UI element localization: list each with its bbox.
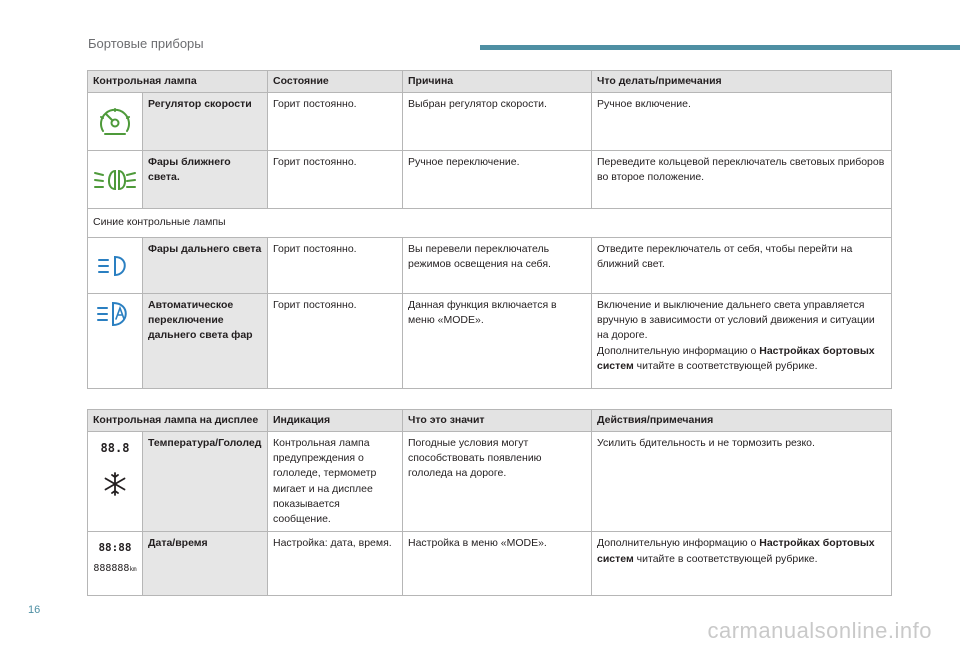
header-accent-bar bbox=[480, 45, 960, 50]
lamp-meaning: Настройка в меню «MODE». bbox=[403, 532, 592, 596]
auto-high-beam-icon bbox=[88, 294, 143, 389]
page-number: 16 bbox=[28, 604, 41, 616]
odometer-unit: km bbox=[129, 566, 137, 574]
table-header-row bbox=[88, 71, 892, 93]
lamp-state: Горит постоянно. bbox=[268, 294, 403, 389]
odometer-readout bbox=[90, 562, 140, 577]
lamp-name: Регулятор скорости bbox=[143, 93, 268, 151]
watermark: carmanualsonline.info bbox=[707, 618, 932, 643]
lamp-state: Горит постоянно. bbox=[268, 93, 403, 151]
action-ref-prefix: Дополнительную информацию о bbox=[597, 537, 760, 550]
action-reference bbox=[597, 344, 886, 374]
lamp-state: Горит постоянно. bbox=[268, 238, 403, 294]
high-beam-icon bbox=[88, 238, 143, 294]
col-header-state: Состояние bbox=[268, 71, 403, 93]
warning-lamps-table bbox=[87, 70, 892, 389]
snowflake-icon bbox=[103, 471, 127, 497]
date-time-icon bbox=[88, 532, 143, 596]
lamp-action bbox=[592, 532, 892, 596]
lamp-name: Фары дальнего света bbox=[143, 238, 268, 294]
lamp-name: Дата/время bbox=[143, 532, 268, 596]
lamp-reason: Выбран регулятор скорости. bbox=[403, 93, 592, 151]
temperature-readout: 88.8 bbox=[100, 441, 130, 455]
lamp-indication: Настройка: дата, время. bbox=[268, 532, 403, 596]
action-ref-bold: Настройках бортовых систем bbox=[597, 344, 875, 372]
col-header-action: Действия/примечания bbox=[592, 410, 892, 432]
lamp-action bbox=[592, 294, 892, 389]
table-row bbox=[88, 432, 892, 532]
lamp-name: Температура/Гололед bbox=[143, 432, 268, 532]
col-header-lamp: Контрольная лампа bbox=[88, 71, 268, 93]
temperature-frost-icon bbox=[88, 432, 143, 532]
lamp-reason: Ручное переключение. bbox=[403, 151, 592, 209]
table-row bbox=[88, 532, 892, 596]
display-lamps-table bbox=[87, 409, 892, 596]
action-ref-prefix: Дополнительную информацию о bbox=[597, 344, 760, 357]
table-row bbox=[88, 151, 892, 209]
lamp-action: Ручное включение. bbox=[592, 93, 892, 151]
table-header-row bbox=[88, 410, 892, 432]
lamp-name: Автоматическое переключение дальнего света фар bbox=[143, 294, 268, 389]
section-row bbox=[88, 209, 892, 238]
lamp-reason: Вы перевели переключатель режимов освещения на себя. bbox=[403, 238, 592, 294]
page-header-title: Бортовые приборы bbox=[88, 36, 204, 51]
action-ref-suffix: читайте в соответствующей рубрике. bbox=[633, 359, 818, 372]
col-header-indication: Индикация bbox=[268, 410, 403, 432]
action-ref-suffix: читайте в соответствующей рубрике. bbox=[633, 552, 818, 565]
table-row bbox=[88, 238, 892, 294]
action-text: Включение и выключение дальнего света управляется вручную в зависимости от условий движения и ситуации на дороге. bbox=[597, 299, 875, 342]
lamp-action: Отведите переключатель от себя, чтобы перейти на ближний свет. bbox=[592, 238, 892, 294]
clock-readout: 88:88 bbox=[98, 541, 132, 555]
low-beam-icon bbox=[88, 151, 143, 209]
odometer-digits: 888888 bbox=[93, 563, 130, 575]
col-header-reason: Причина bbox=[403, 71, 592, 93]
action-ref-bold: Настройках бортовых систем bbox=[597, 537, 875, 565]
lamp-action: Усилить бдительность и не тормозить резко. bbox=[592, 432, 892, 532]
lamp-name: Фары ближнего света. bbox=[143, 151, 268, 209]
col-header-meaning: Что это значит bbox=[403, 410, 592, 432]
cruise-control-icon bbox=[88, 93, 143, 151]
section-label-blue-lamps: Синие контрольные лампы bbox=[88, 209, 892, 238]
col-header-display-lamp: Контрольная лампа на дисплее bbox=[88, 410, 268, 432]
lamp-indication: Контрольная лампа предупреждения о гололеде, термометр мигает и на дисплее показывается сообщение. bbox=[268, 432, 403, 532]
col-header-action: Что делать/примечания bbox=[592, 71, 892, 93]
table-row bbox=[88, 294, 892, 389]
lamp-meaning: Погодные условия могут способствовать появлению гололеда на дороге. bbox=[403, 432, 592, 532]
table-row bbox=[88, 93, 892, 151]
lamp-reason: Данная функция включается в меню «MODE». bbox=[403, 294, 592, 389]
lamp-state: Горит постоянно. bbox=[268, 151, 403, 209]
lamp-action: Переведите кольцевой переключатель световых приборов во второе положение. bbox=[592, 151, 892, 209]
